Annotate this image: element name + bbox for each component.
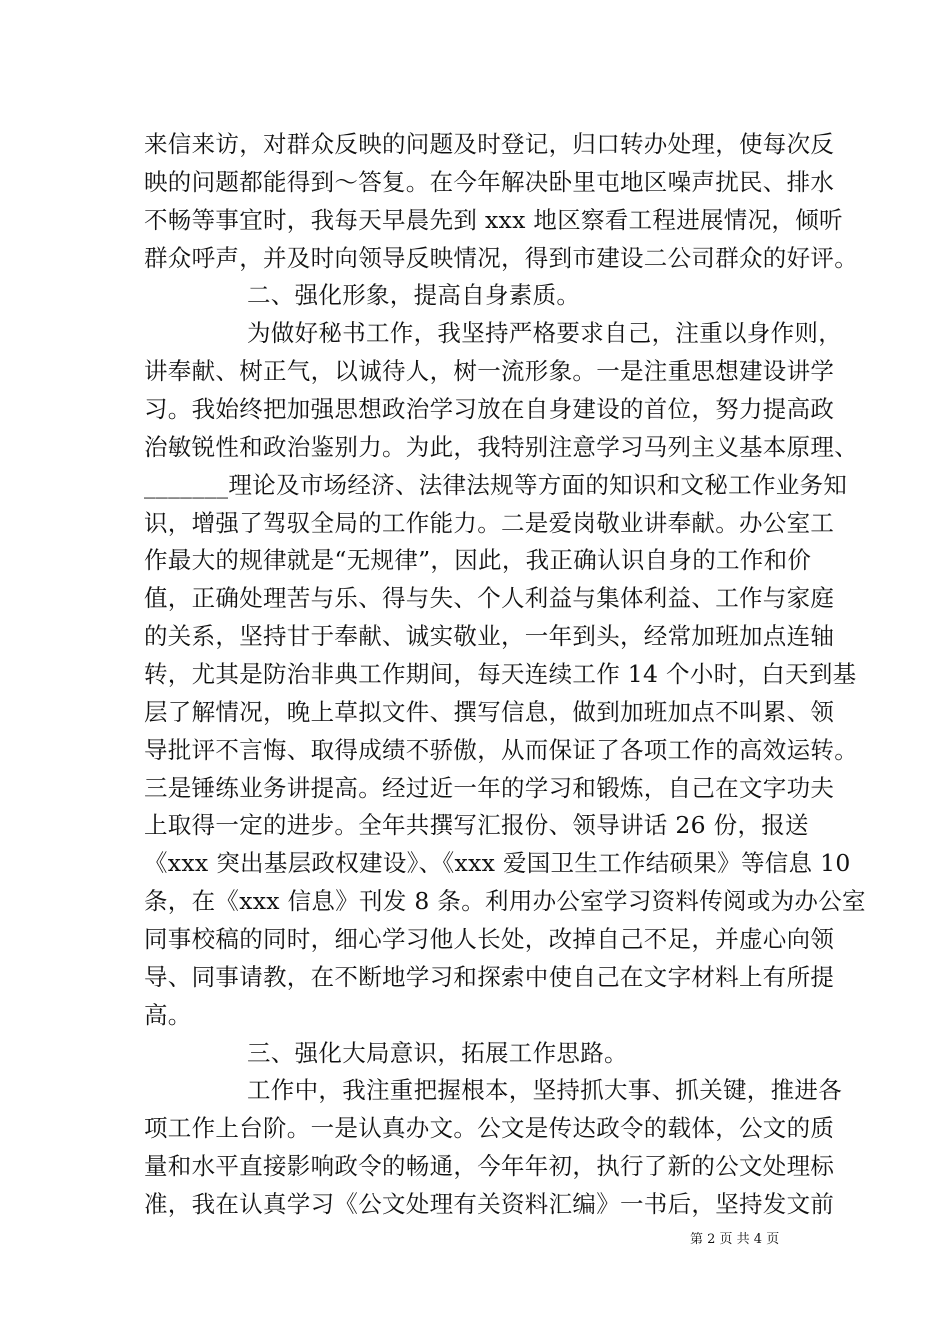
- text-line: 条，在《xxx 信息》刊发 8 条。利用办公室学习资料传阅或为办公室: [144, 887, 866, 915]
- text-line: 的关系，坚持甘于奉献、诚实敬业，一年到头，经常加班加点连轴: [144, 622, 835, 650]
- text-line: 映的问题都能得到～答复。在今年解决卧里屯地区噪声扰民、排水: [144, 168, 835, 196]
- text-line: _______理论及市场经济、法律法规等方面的知识和文秘工作业务知: [144, 471, 848, 499]
- text-line: 项工作上台阶。一是认真办文。公文是传达政令的载体，公文的质: [144, 1114, 835, 1142]
- text-line: 量和水平直接影响政令的畅通，今年年初，执行了新的公文处理标: [144, 1152, 835, 1180]
- text-line: 为做好秘书工作，我坚持严格要求自己，注重以身作则，: [247, 319, 842, 347]
- text-line: 不畅等事宜时，我每天早晨先到 xxx 地区察看工程进展情况，倾听: [144, 206, 843, 234]
- text-line: 《xxx 突出基层政权建设》、《xxx 爱国卫生工作结硕果》等信息 10: [144, 849, 851, 877]
- text-line: 上取得一定的进步。全年共撰写汇报份、领导讲话 26 份，报送: [144, 811, 809, 839]
- text-line: 值，正确处理苦与乐、得与失、个人利益与集体利益、工作与家庭: [144, 584, 835, 612]
- text-line: 三是锤练业务讲提高。经过近一年的学习和锻炼，自己在文字功夫: [144, 774, 835, 802]
- text-line: 讲奉献、树正气，以诚待人，树一流形象。一是注重思想建设讲学: [144, 357, 835, 385]
- text-line: 导批评不言悔、取得成绩不骄傲，从而保证了各项工作的高效运转。: [144, 736, 858, 764]
- text-line: 来信来访，对群众反映的问题及时登记，归口转办处理，使每次反: [144, 130, 835, 158]
- text-line: 工作中，我注重把握根本，坚持抓大事、抓关键，推进各: [247, 1076, 842, 1104]
- text-line: 层了解情况，晚上草拟文件、撰写信息，做到加班加点不叫累、领: [144, 698, 835, 726]
- text-line: 识，增强了驾驭全局的工作能力。二是爱岗敬业讲奉献。办公室工: [144, 509, 835, 537]
- text-line: 准，我在认真学习《公文处理有关资料汇编》一书后，坚持发文前: [144, 1190, 835, 1218]
- text-line: 作最大的规律就是“无规律”，因此，我正确认识自身的工作和价: [144, 546, 812, 574]
- text-line: 同事校稿的同时，细心学习他人长处，改掉自己不足，并虚心向领: [144, 925, 835, 953]
- section-heading: 三、强化大局意识，拓展工作思路。: [247, 1039, 628, 1067]
- text-line: 高。: [144, 1001, 192, 1029]
- text-line: 治敏锐性和政治鉴别力。为此，我特别注意学习马列主义基本原理、: [144, 433, 858, 461]
- text-line: 导、同事请教，在不断地学习和探索中使自己在文字材料上有所提: [144, 963, 835, 991]
- text-line: 转，尤其是防治非典工作期间，每天连续工作 14 个小时，白天到基: [144, 660, 857, 688]
- page-footer: 第 2 页 共 4 页: [690, 1232, 780, 1247]
- section-heading: 二、强化形象，提高自身素质。: [247, 281, 581, 309]
- text-line: 群众呼声，并及时向领导反映情况，得到市建设二公司群众的好评。: [144, 244, 858, 272]
- text-line: 习。我始终把加强思想政治学习放在自身建设的首位，努力提高政: [144, 395, 835, 423]
